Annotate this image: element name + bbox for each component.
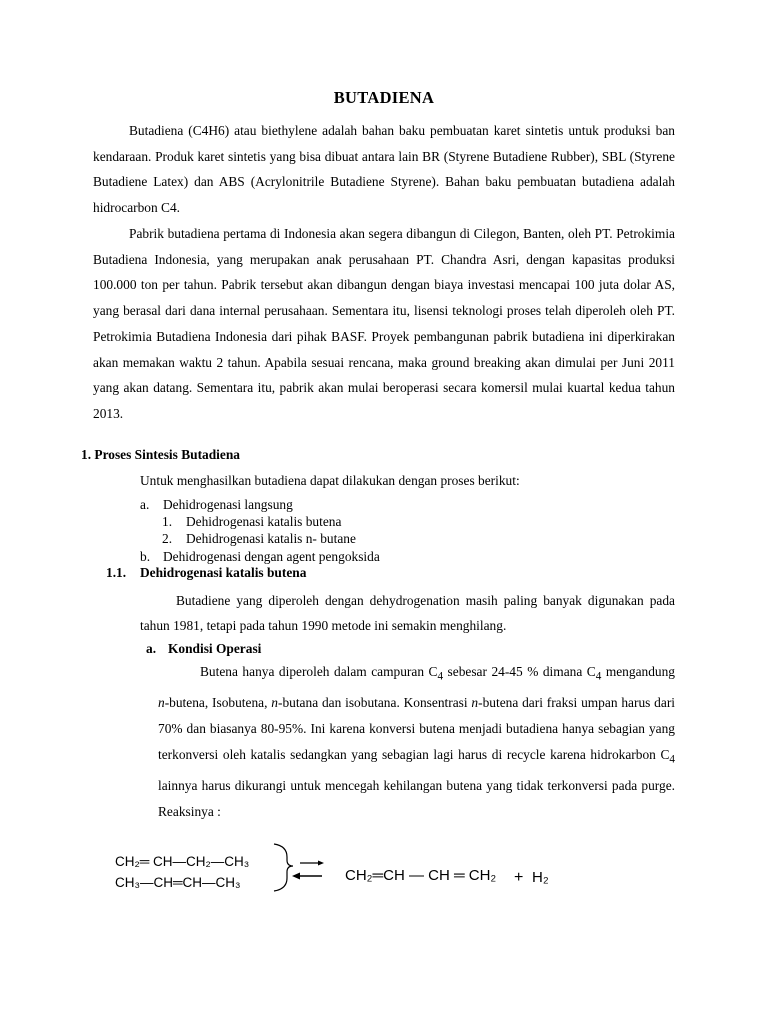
- document-title: BUTADIENA: [333, 88, 435, 107]
- italic-text: n: [271, 695, 278, 711]
- italic-text: n: [158, 695, 165, 711]
- list-item-label: Dehidrogenasi katalis butena: [186, 514, 342, 530]
- subsection-marker: a.: [146, 641, 157, 656]
- subsection-heading-conditions: [146, 641, 261, 657]
- hydrogen-formula: H₂: [532, 869, 549, 886]
- list-item: [140, 513, 380, 530]
- list-marker: b.: [140, 548, 151, 564]
- text-run: -butena, Isobutena,: [164, 695, 272, 711]
- paragraph-operating-conditions: [158, 659, 675, 825]
- text-run: sebesar 24-45 % dimana C: [443, 664, 596, 679]
- list-item-label: Dehidrogenasi langsung: [163, 497, 293, 512]
- subscript: 4: [595, 670, 602, 683]
- italic-text: n: [471, 695, 479, 711]
- list-item-label: Dehidrogenasi dengan agent pengoksida: [163, 548, 380, 564]
- reverse-arrowhead-icon: [292, 873, 300, 880]
- subsection-title: Kondisi Operasi: [168, 641, 262, 656]
- subscript: 4: [669, 753, 675, 766]
- text-run: -butana dan isobutana. Konsentrasi: [277, 695, 472, 711]
- text-run: lainnya harus dikurangi untuk mencegah kehilangan butena yang tidak terkonversi pada purge. Reaksinya :: [158, 778, 675, 819]
- text-run: mengandung: [601, 664, 675, 679]
- list-item: [140, 496, 380, 513]
- list-item: [140, 548, 380, 565]
- reactant-2-formula: CH₃—CH═CH—CH₃: [115, 875, 241, 890]
- subsection-title: Dehidrogenasi katalis butena: [140, 565, 307, 580]
- subsection-heading-butena: [106, 565, 306, 581]
- forward-arrowhead-icon: [318, 861, 324, 866]
- list-marker: a.: [140, 497, 150, 512]
- plus-sign: +: [514, 869, 524, 886]
- list-marker: 2.: [162, 531, 173, 547]
- product-formula: CH₂═CH — CH ═ CH₂: [345, 867, 497, 884]
- paragraph-factory: Pabrik butadiena pertama di Indonesia akan segera dibangun di Cilegon, Banten, oleh PT. Petrokimia Butadiena Indonesia, yang merupakan anak perusahaan PT. Chandra Asri, dengan kapasitas produksi 100.000 ton per tahun. Pabrik tersebut akan dibangun dengan biaya investasi mencapai 100 juta dolar AS, yang berasal dari dana internal perusahaan. Sementara itu, lisensi teknologi proses telah diperoleh oleh PT. Petrokimia Butadiena Indonesia dari pihak BASF. Proyek pembangunan pabrik butadiena ini diperkirakan akan memakan waktu 2 tahun. Apabila sesuai rencana, maka ground breaking akan dimulai per Juni 2011 yang akan datang. Sementara itu, pabrik akan mulai beroperasi secara komersil mulai kuartal kedua tahun 2013.: [93, 226, 675, 421]
- text-run: -butena dari fraksi umpan harus dari 70% dan biasanya 80-95%. Ini karena konversi butena menjadi butadiena hanya sebagian yang terkonversi oleh katalis sedangkan yang sebagian lagi harus di recycle karena hidrokarbon C: [158, 695, 675, 762]
- paragraph-dehydrogenation: Butadiene yang diperoleh dengan dehydrogenation masih paling banyak digunakan pada tahun 1981, tetapi pada tahun 1990 metode ini semakin menghilang.: [140, 593, 675, 633]
- list-item-label: Dehidrogenasi katalis n- butane: [186, 531, 356, 547]
- subsection-number: 1.1.: [106, 565, 127, 580]
- list-marker: 1.: [162, 514, 173, 530]
- subscript: 4: [437, 670, 444, 683]
- text-run: Butena hanya diperoleh dalam campuran C: [200, 664, 438, 679]
- section-intro: Untuk menghasilkan butadiena dapat dilakukan dengan proses berikut:: [140, 473, 520, 488]
- paragraph-intro: Butadiena (C4H6) atau biethylene adalah bahan baku pembuatan karet sintetis untuk produksi ban kendaraan. Produk karet sintetis yang bisa dibuat antara lain BR (Styrene Butadiene Rubber), SBL (Styrene Butadiene Latex) dan ABS (Acrylonitrile Butadiene Styrene). Bahan baku pembuatan butadiena adalah hidrocarbon C4.: [93, 123, 675, 216]
- process-list: [140, 496, 380, 565]
- curly-brace-icon: [274, 844, 293, 891]
- reactant-1-formula: CH₂═ CH—CH₂—CH₃: [115, 854, 250, 869]
- section-heading-synthesis: 1. Proses Sintesis Butadiena: [81, 447, 240, 462]
- list-item: [140, 530, 380, 547]
